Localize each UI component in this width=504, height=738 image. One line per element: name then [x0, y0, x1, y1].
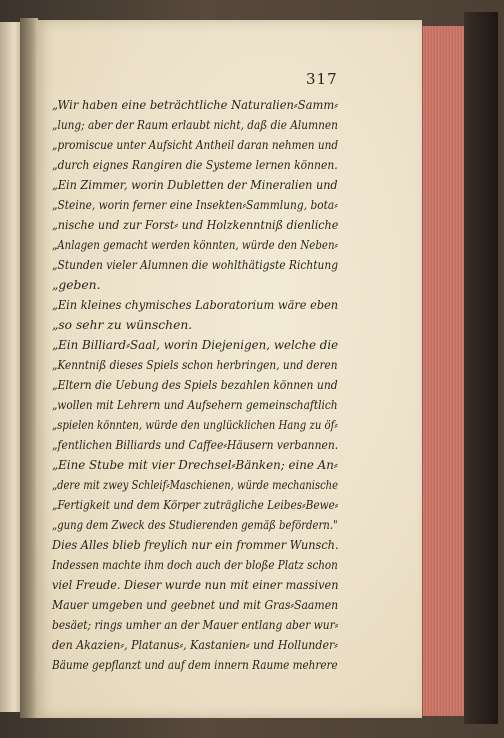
text-line: „nische und zur Forst⸗ und Holzkenntniß dienliche: [52, 218, 339, 232]
book-cover-edge: [464, 12, 498, 724]
text-line: „fentlichen Billiards und Caffee⸗Häusern verbannen.: [52, 438, 339, 452]
previous-page-edge: [0, 22, 21, 712]
text-line: besäet; rings umher an der Mauer entlang aber wur⸗: [52, 618, 339, 632]
text-line: „Eltern die Uebung des Spiels bezahlen können und: [52, 378, 338, 392]
text-line: „Fertigkeit und dem Körper zuträgliche Leibes⸗Bewe⸗: [52, 498, 339, 512]
page-block-edges: [422, 26, 465, 716]
text-line: „promiscue unter Aufsicht Antheil daran nehmen und: [52, 138, 339, 152]
text-line: Bäume gepflanzt und auf dem innern Raume mehrere: [52, 658, 338, 672]
text-line: den Akazien⸗, Platanus⸗, Kastanien⸗ und Hollunder⸗: [52, 638, 338, 652]
text-line: „wollen mit Lehrern und Aufsehern gemeinschaftlich: [52, 398, 338, 412]
text-line: „spielen könnten, würde den unglücklichen Hang zu öf⸗: [52, 418, 338, 432]
text-line: „Ein Billiard⸗Saal, worin Diejenigen, welche die: [52, 338, 339, 352]
text-line: „Ein kleines chymisches Laboratorium wäre eben: [52, 298, 339, 312]
text-line: „so sehr zu wünschen.: [52, 318, 193, 332]
text-line: „gung dem Zweck des Studierenden gemäß befördern.": [52, 518, 338, 532]
text-line: „Kenntniß dieses Spiels schon herbringen, und deren: [52, 358, 338, 372]
text-line: „Steine, worin ferner eine Insekten⸗Sammlung, bota⸗: [52, 198, 338, 212]
text-line: „Stunden vieler Alumnen die wohlthätigste Richtung: [52, 258, 339, 272]
text-line: „durch eignes Rangiren die Systeme lernen können.: [52, 158, 338, 172]
text-line: Mauer umgeben und geebnet und mit Gras⸗Saamen: [52, 598, 339, 612]
text-line: Indessen machte ihm doch auch der bloße Platz schon: [52, 558, 338, 572]
text-line: „Anlagen gemacht werden könnten, würde den Neben⸗: [52, 238, 338, 252]
text-line: „Ein Zimmer, worin Dubletten der Mineralien und: [52, 178, 338, 192]
text-line: „lung; aber der Raum erlaubt nicht, daß die Alumnen: [52, 118, 338, 132]
text-line: viel Freude. Dieser wurde nun mit einer massiven: [52, 578, 339, 592]
text-line: „Wir haben eine beträchtliche Naturalien⸗Samm⸗: [52, 98, 339, 112]
text-line: „geben.: [52, 278, 101, 292]
text-line: „dere mit zwey Schleif⸗Maschienen, würde mechanische: [52, 478, 338, 492]
text-line: Dies Alles blieb freylich nur ein frommer Wunsch.: [52, 538, 339, 552]
text-line: „Eine Stube mit vier Drechsel⸗Bänken; eine An⸗: [52, 458, 338, 472]
page-number: 317: [306, 70, 338, 88]
